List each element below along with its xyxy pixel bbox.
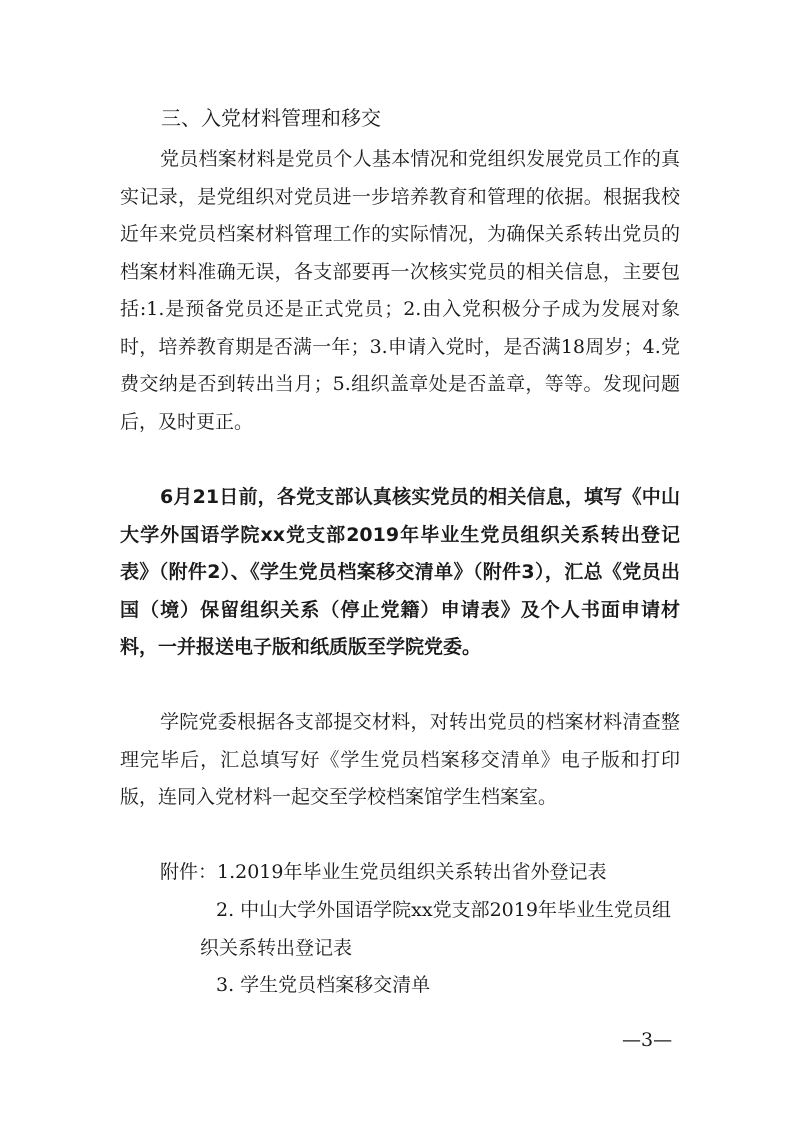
attachment-item-2: 2. 中山大学外国语学院xx党支部2019年毕业生党员组织关系转出登记表 — [200, 899, 671, 959]
paragraph-committee-handover: 学院党委根据各支部提交材料，对转出党员的档案材料清查整理完毕后，汇总填写好《学生党员档案移交清单》电子版和打印版，连同入党材料一起交至学校档案馆学生档案室。 — [120, 711, 680, 808]
page-number: —3— — [622, 1029, 673, 1051]
attachment-item-1: 附件：1.2019年毕业生党员组织关系转出省外登记表 — [160, 861, 607, 883]
paragraph-deadline-bold: 6月21日前，各党支部认真核实党员的相关信息，填写《中山大学外国语学院xx党支部2019年毕业生党员组织关系转出登记表》（附件2）、《学生党员档案移交清单》（附件3），汇总《党员出国（境）保留组织关系（停止党籍）申请表》及个人书面申请材料，一并报送电子版和纸质版至学院党委。 — [120, 486, 680, 658]
section-heading: 三、入党材料管理和移交 — [161, 106, 381, 130]
attachment-item-3: 3. 学生党员档案移交清单 — [216, 974, 431, 996]
paragraph-archive-materials: 党员档案材料是党员个人基本情况和党组织发展党员工作的真实记录，是党组织对党员进一步培养教育和管理的依据。根据我校近年来党员档案材料管理工作的实际情况，为确保关系转出党员的档案材料准确无误，各支部要再一次核实党员的相关信息，主要包括:1.是预备党员还是正式党员；2.由入党积极分子成为发展对象时，培养教育期是否满一年；3.申请入党时，是否满18周岁；4.党费交纳是否到转出当月；5.组织盖章处是否盖章，等等。发现问题后，及时更正。 — [120, 148, 680, 433]
